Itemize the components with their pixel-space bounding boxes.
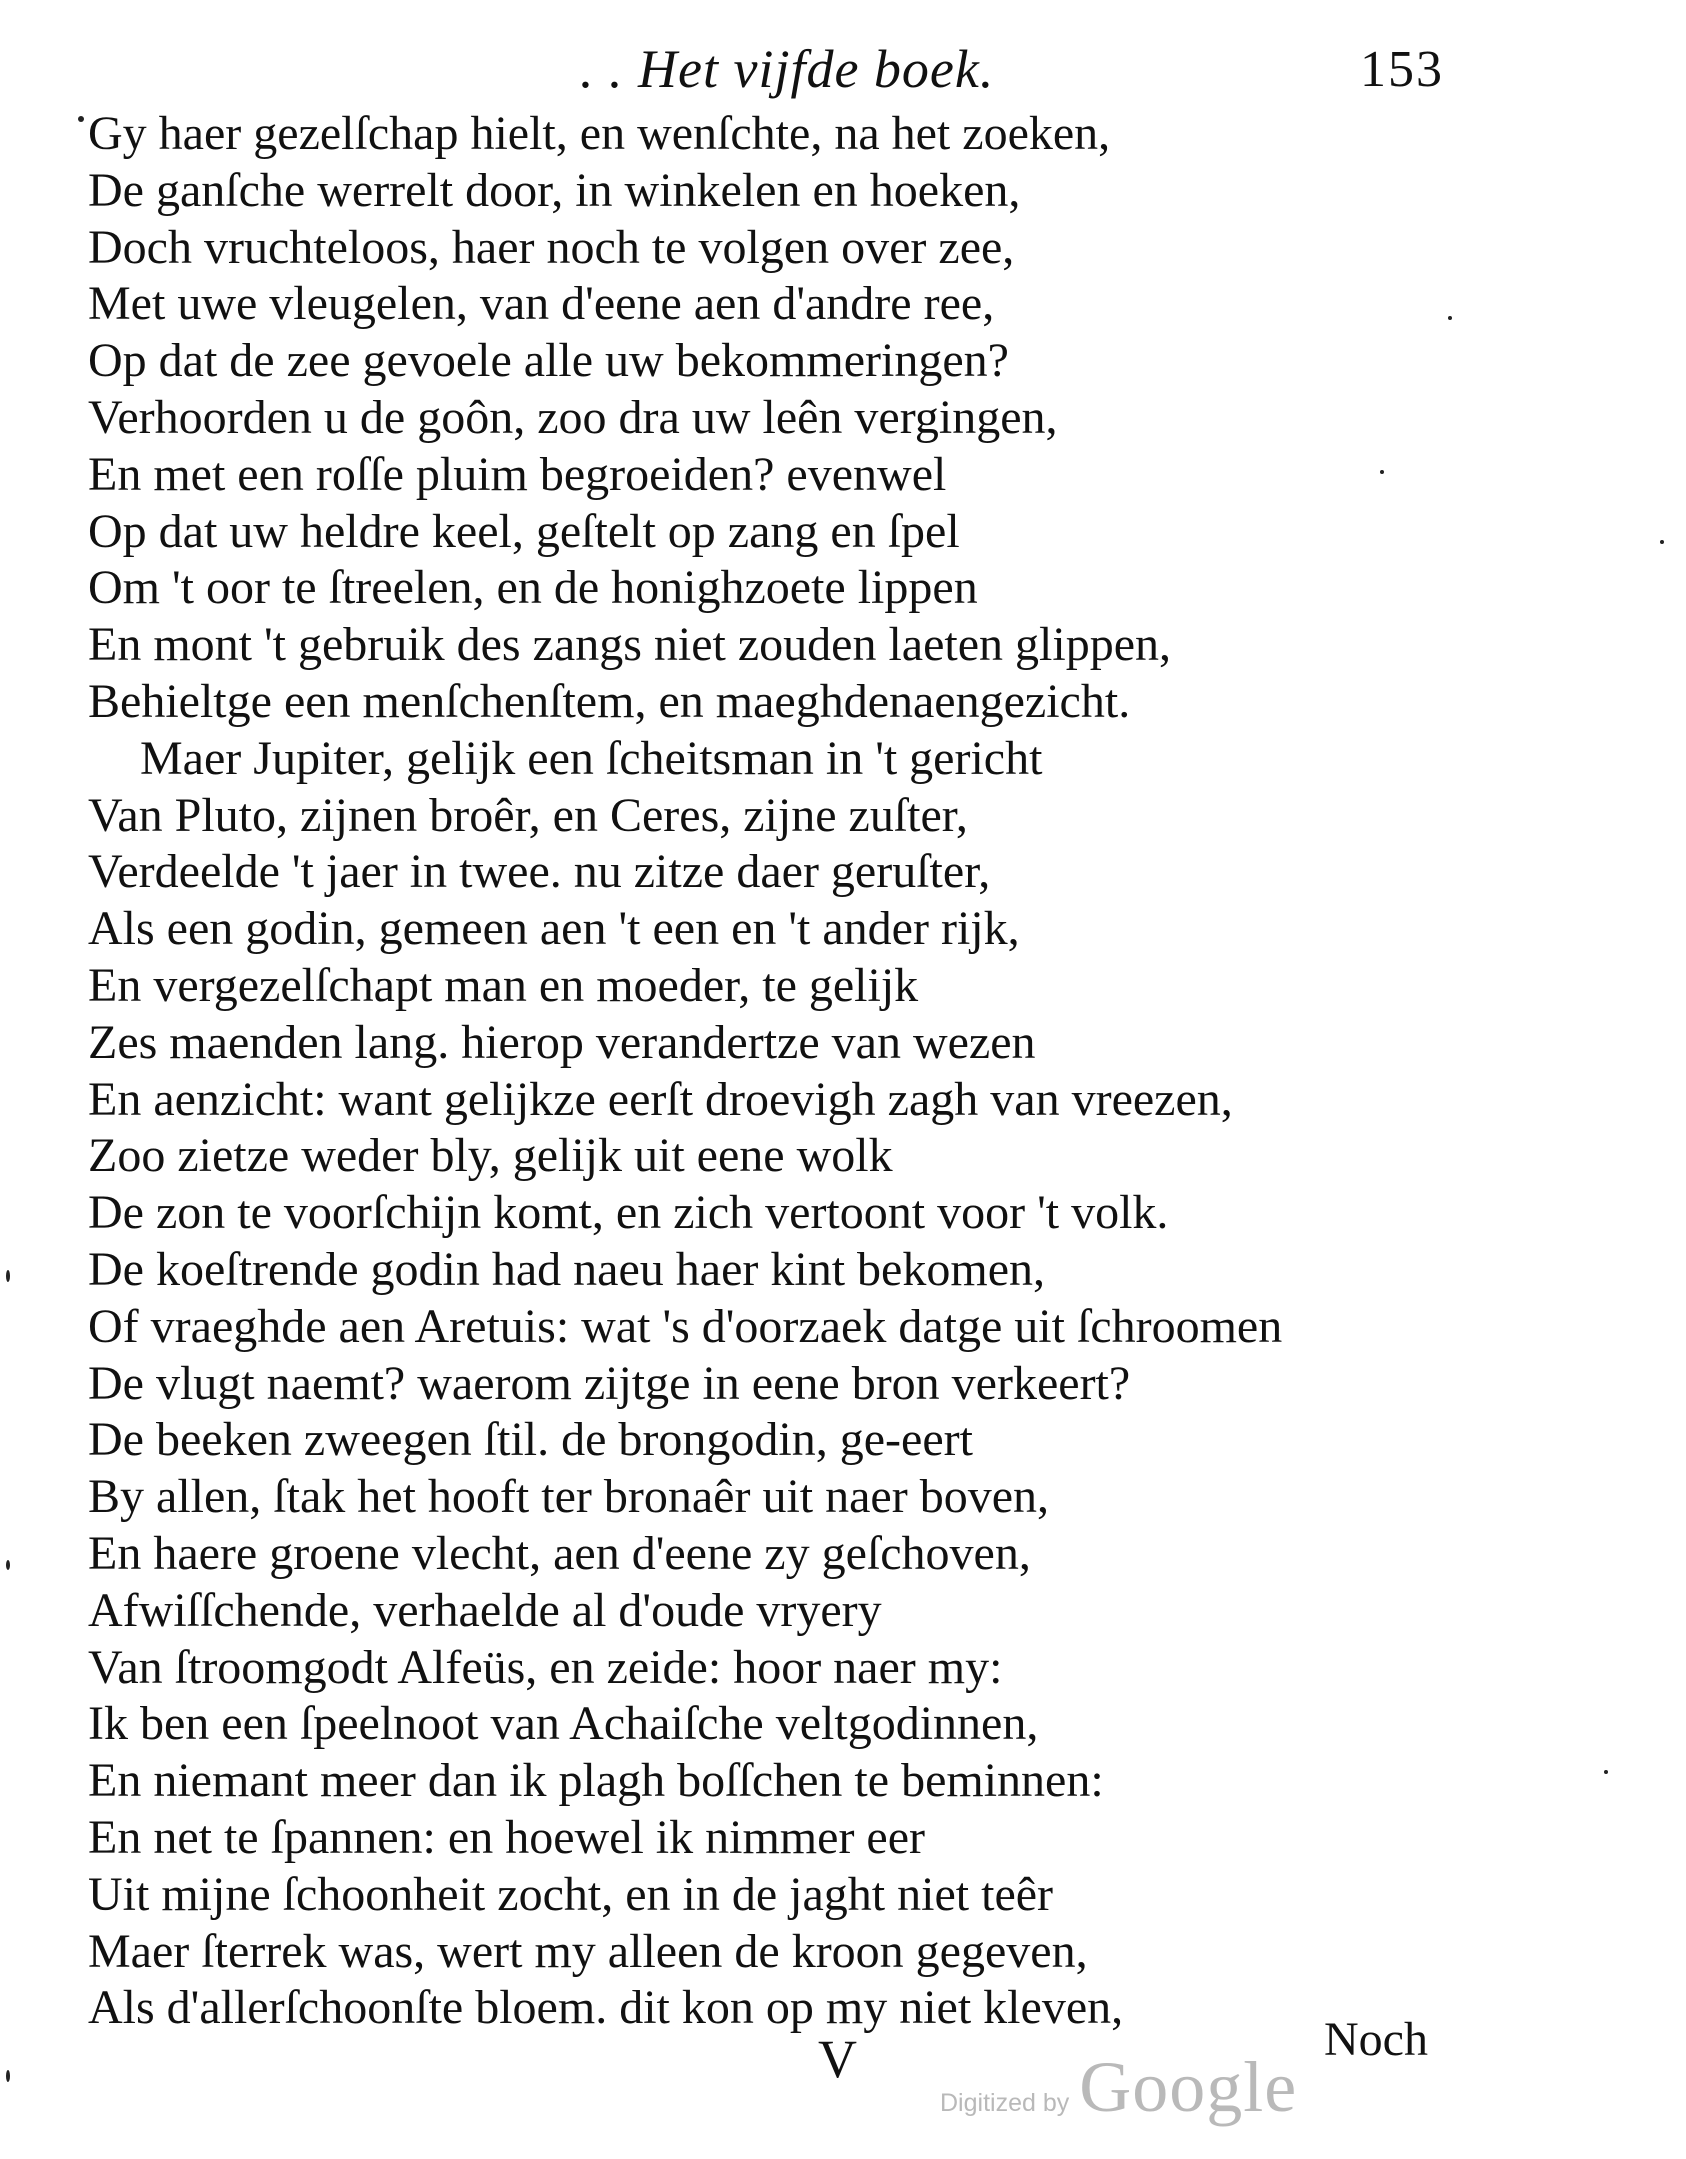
verse-line: Zes maenden lang. hierop verandertze van wezen bbox=[88, 1015, 1036, 1069]
verse-line: Behieltge een menſchenſtem, en maeghdenaengezicht. bbox=[88, 674, 1131, 728]
signature-mark: V bbox=[818, 2029, 857, 2089]
google-logo: Google bbox=[1079, 2047, 1298, 2127]
scan-speck bbox=[6, 2070, 10, 2082]
verse-line: Verdeelde 't jaer in twee. nu zitze daer geruſter, bbox=[88, 845, 991, 899]
verse-line: De beeken zweegen ſtil. de brongodin, ge-eert bbox=[88, 1413, 973, 1467]
page-number: 153 bbox=[1360, 41, 1444, 98]
digitized-watermark bbox=[940, 2046, 1297, 2126]
scan-speck bbox=[6, 1560, 10, 1570]
running-title: . . Het vijfde boek. bbox=[580, 39, 995, 99]
verse-line: Gy haer gezelſchap hielt, en wenſchte, na het zoeken, bbox=[88, 107, 1111, 160]
verse-line: Uit mijne ſchoonheit zocht, en in de jaght niet teêr bbox=[88, 1867, 1054, 1921]
scan-speck bbox=[78, 116, 84, 122]
verse-line: En vergezelſchapt man en moeder, te gelijk bbox=[88, 958, 919, 1012]
verse-line: En aenzicht: want gelijkze eerſt droevigh zagh van vreezen, bbox=[88, 1072, 1233, 1126]
scan-speck bbox=[6, 1270, 10, 1282]
verse-line: En net te ſpannen: en hoewel ik nimmer eer bbox=[88, 1810, 926, 1864]
verse-line: Van ſtroomgodt Alfeüs, en zeide: hoor naer my: bbox=[88, 1640, 1003, 1694]
verse-line: Doch vruchteloos, haer noch te volgen over zee, bbox=[88, 220, 1015, 274]
verse-line: Op dat de zee gevoele alle uw bekommeringen? bbox=[88, 334, 1009, 388]
verse-line: By allen, ſtak het hooft ter bronaêr uit naer boven, bbox=[88, 1470, 1050, 1524]
verse-line: Afwiſſchende, verhaelde al d'oude vryery bbox=[88, 1583, 882, 1637]
scan-speck bbox=[1448, 316, 1452, 320]
verse-line: Als d'allerſchoonſte bloem. dit kon op my niet kleven, bbox=[88, 1981, 1124, 2035]
watermark-prefix: Digitized by bbox=[940, 2089, 1070, 2117]
catchword: Noch bbox=[1324, 2013, 1428, 2066]
verse-line: Maer ſterrek was, wert my alleen de kroon gegeven, bbox=[88, 1924, 1088, 1978]
page-header bbox=[0, 30, 1686, 110]
verse-line: Maer Jupiter, gelijk een ſcheitsman in 't gericht bbox=[140, 731, 1043, 785]
verse-line: Verhoorden u de goôn, zoo dra uw leên vergingen, bbox=[88, 390, 1058, 444]
verse-line: Zoo zietze weder bly, gelijk uit eene wolk bbox=[88, 1129, 893, 1183]
verse-line: Ik ben een ſpeelnoot van Achaiſche veltgodinnen, bbox=[88, 1697, 1039, 1751]
verse-line: De koeſtrende godin had naeu haer kint bekomen, bbox=[88, 1242, 1045, 1296]
verse-line: Of vraeghde aen Aretuis: wat 's d'oorzaek datge uit ſchroomen bbox=[88, 1299, 1283, 1353]
scan-speck bbox=[1660, 540, 1664, 544]
verse-line: En mont 't gebruik des zangs niet zouden laeten glippen, bbox=[88, 618, 1172, 672]
scan-speck bbox=[1380, 470, 1384, 474]
verse-line: Met uwe vleugelen, van d'eene aen d'andre ree, bbox=[88, 277, 995, 331]
verse-line: De vlugt naemt? waerom zijtge in eene bron verkeert? bbox=[88, 1356, 1131, 1410]
verse-line: Om 't oor te ſtreelen, en de honighzoete lippen bbox=[88, 561, 978, 615]
verse-line: Als een godin, gemeen aen 't een en 't ander rijk, bbox=[88, 902, 1020, 956]
verse-line: En haere groene vlecht, aen d'eene zy geſchoven, bbox=[88, 1526, 1031, 1580]
verse-line: De ganſche werrelt door, in winkelen en hoeken, bbox=[88, 163, 1021, 217]
verse-line: Van Pluto, zijnen broêr, en Ceres, zijne zuſter, bbox=[88, 788, 968, 842]
verse-line: Op dat uw heldre keel, geſtelt op zang en ſpel bbox=[88, 504, 960, 558]
scan-speck bbox=[1604, 1770, 1608, 1774]
verse-block bbox=[88, 106, 1648, 2037]
verse-line: De zon te voorſchijn komt, en zich vertoont voor 't volk. bbox=[88, 1186, 1169, 1240]
verse-line: En met een roſſe pluim begroeiden? evenwel bbox=[88, 447, 947, 501]
verse-line: En niemant meer dan ik plagh boſſchen te beminnen: bbox=[88, 1754, 1104, 1808]
